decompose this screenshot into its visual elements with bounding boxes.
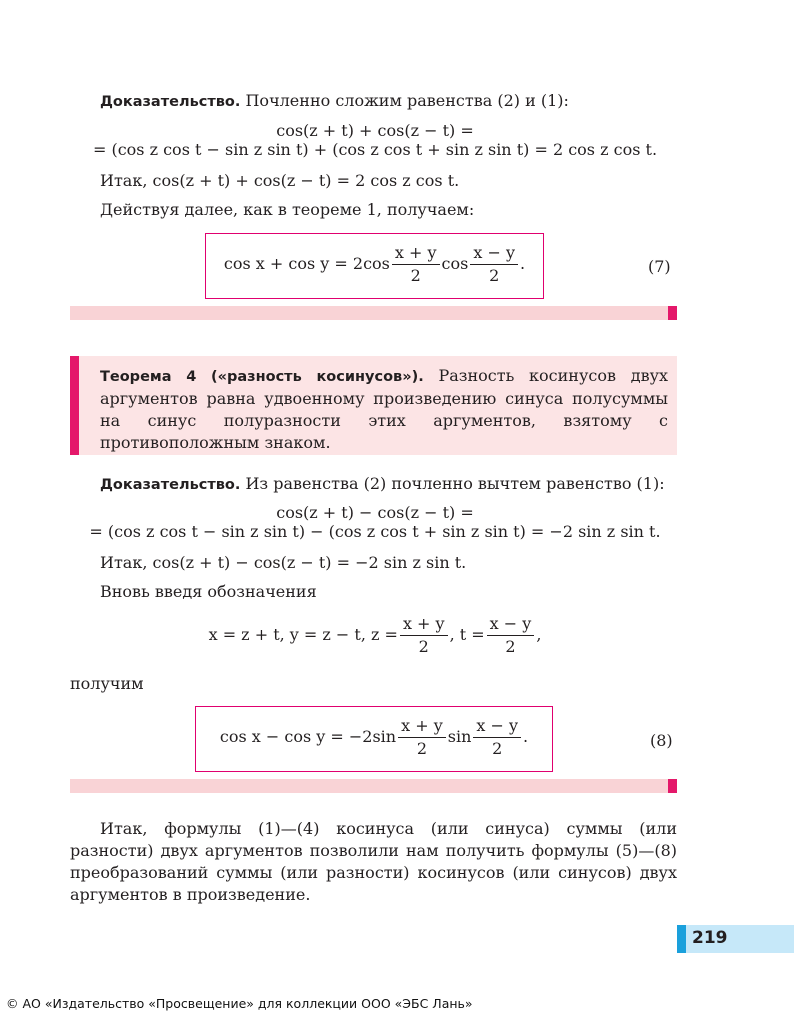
separator-bar-2-end xyxy=(668,779,677,793)
formula-7-fraction-2-denominator: 2 xyxy=(489,266,500,285)
formula-8-fraction-1 xyxy=(398,716,446,759)
proof-1-heading: Доказательство. xyxy=(100,94,241,110)
notation-fraction-1 xyxy=(400,614,448,657)
notation-fraction-2-numerator: x − y xyxy=(487,614,535,636)
proof-2-result: Итак, cos(z + t) − cos(z − t) = −2 sin z sin t. xyxy=(100,553,467,572)
formula-7-fraction-1-numerator: x + y xyxy=(392,243,440,265)
notation-fraction-1-numerator: x + y xyxy=(400,614,448,636)
page-number-mark xyxy=(677,925,686,953)
formula-8-end: . xyxy=(523,727,529,746)
proof-2-line-1: cos(z + t) − cos(z − t) = xyxy=(276,503,474,522)
theorem-4-body: Разность косинусов двух аргументов равна удвоенному произведению синуса полусуммы на синус полуразности этих аргументов, взятому с противоположным знаком. xyxy=(100,366,669,452)
formula-8-box xyxy=(195,706,553,772)
proof-1-line-1: cos(z + t) + cos(z − t) = xyxy=(276,121,474,140)
proof-1-result: Итак, cos(z + t) + cos(z − t) = 2 cos z cos t. xyxy=(100,171,460,190)
formula-7 xyxy=(206,243,543,286)
theorem-4-stripe xyxy=(70,356,79,455)
formula-8-mid: sin xyxy=(447,727,472,746)
formula-7-number: (7) xyxy=(648,257,671,276)
notation-mid: , t = xyxy=(449,625,485,644)
proof-2-heading: Доказательство. xyxy=(100,477,241,493)
proof-1-text: Почленно сложим равенства (2) и (1): xyxy=(240,91,569,110)
notation-fraction-2 xyxy=(487,614,535,657)
formula-8-fraction-2-denominator: 2 xyxy=(492,739,503,758)
proof-2-line-2: = (cos z cos t − sin z sin t) − (cos z cos t + sin z sin t) = −2 sin z sin t. xyxy=(89,522,661,541)
formula-7-mid: cos xyxy=(441,254,469,273)
copyright-notice: © АО «Издательство «Просвещение» для коллекции ООО «ЭБС Лань» xyxy=(6,996,473,1011)
separator-bar-1 xyxy=(70,306,668,320)
formula-7-lhs: cos x + cos y = 2cos xyxy=(223,254,390,273)
formula-7-fraction-2 xyxy=(470,243,518,286)
formula-8 xyxy=(196,716,552,759)
formula-8-fraction-1-denominator: 2 xyxy=(416,739,427,758)
proof-2-text: Из равенства (2) почленно вычтем равенство (1): xyxy=(240,474,665,493)
proof-1-intro xyxy=(100,90,680,113)
notation-fraction-1-denominator: 2 xyxy=(418,637,429,656)
proof-2-intro xyxy=(100,473,680,496)
formula-7-fraction-1-denominator: 2 xyxy=(410,266,421,285)
formula-7-fraction-1 xyxy=(392,243,440,286)
separator-bar-2 xyxy=(70,779,668,793)
notation-formula xyxy=(70,614,680,657)
formula-8-fraction-2-numerator: x − y xyxy=(473,716,521,738)
notation-end: , xyxy=(536,625,542,644)
page-number: 219 xyxy=(692,928,728,948)
proof-2-notation-intro: Вновь введя обозначения xyxy=(100,582,317,601)
formula-7-end: . xyxy=(519,254,526,273)
proof-1-continue: Действуя далее, как в теореме 1, получаем: xyxy=(100,200,475,219)
theorem-4-heading: Теорема 4 («разность косинусов»). xyxy=(100,369,424,385)
formula-7-fraction-2-numerator: x − y xyxy=(470,243,518,265)
notation-fraction-2-denominator: 2 xyxy=(505,637,516,656)
formula-7-box xyxy=(205,233,544,299)
formula-8-lhs: cos x − cos y = −2sin xyxy=(219,727,397,746)
conclusion-paragraph: Итак, формулы (1)—(4) косинуса (или синуса) суммы (или разности) двух аргументов позволили нам получить формулы (5)—(8) преобразований суммы (или разности) косинусов (или синусов) двух аргументов в произведение. xyxy=(70,819,677,904)
formula-8-number: (8) xyxy=(650,731,673,750)
proof-2-get: получим xyxy=(70,674,144,693)
separator-bar-1-end xyxy=(668,306,677,320)
formula-8-fraction-1-numerator: x + y xyxy=(398,716,446,738)
formula-8-fraction-2 xyxy=(473,716,521,759)
proof-1-line-2: = (cos z cos t − sin z sin t) + (cos z cos t + sin z sin t) = 2 cos z cos t. xyxy=(92,140,658,159)
notation-lhs: x = z + t, y = z − t, z = xyxy=(208,625,398,644)
theorem-4-text xyxy=(100,365,668,454)
